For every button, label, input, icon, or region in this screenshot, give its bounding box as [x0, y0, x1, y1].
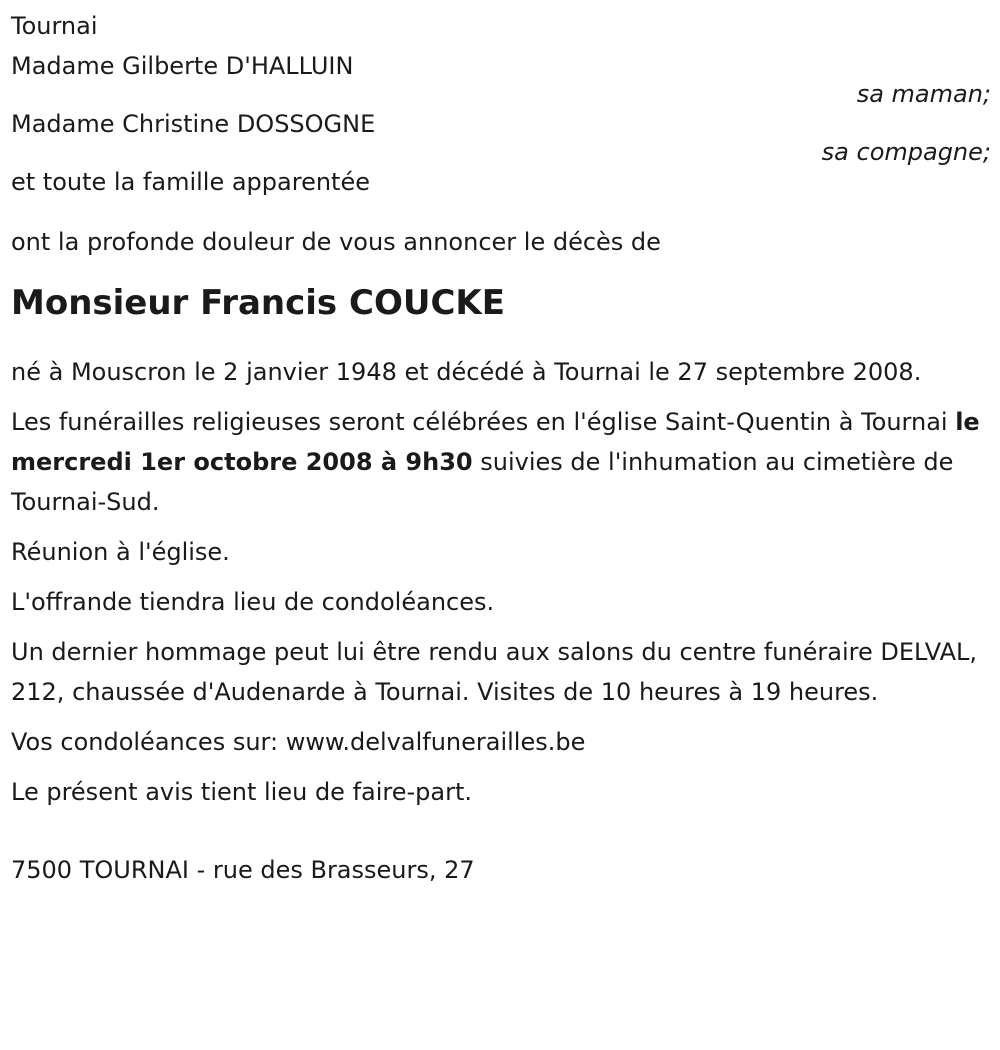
birth-death-text: né à Mouscron le 2 janvier 1948 et décédé à Tournai le 27 septembre 2008. [11, 358, 922, 386]
funeral-text-post: suivies de l'inhumation au cimetière de Tournai-Sud. [11, 448, 954, 516]
reunion-text: Réunion à l'église. [11, 538, 230, 566]
funeral-text [11, 402, 991, 522]
obituary-notice [11, 6, 991, 890]
family-member-name: Madame Christine DOSSOGNE [11, 110, 376, 138]
family-member-name: Madame Gilberte D'HALLUIN [11, 52, 354, 80]
tribute-text: Un dernier hommage peut lui être rendu aux salons du centre funéraire DELVAL, 212, chaussée d'Audenarde à Tournai. Visites de 10 heures à 19 heures. [11, 638, 978, 706]
family-member-role: sa compagne; [821, 138, 991, 166]
notice-text: Le présent avis tient lieu de faire-part. [11, 778, 473, 806]
deceased-name: Monsieur Francis COUCKE [11, 283, 505, 323]
address: 7500 TOURNAI - rue des Brasseurs, 27 [11, 856, 475, 884]
family-line: et toute la famille apparentée [11, 168, 370, 196]
funeral-text-pre: Les funérailles religieuses seront célébrées en l'église Saint-Quentin à Tournai [11, 408, 956, 436]
offering-text: L'offrande tiendra lieu de condoléances. [11, 588, 495, 616]
city-header: Tournai [11, 12, 98, 40]
announcement-text: ont la profonde douleur de vous annoncer le décès de [11, 228, 661, 256]
condolences-text: Vos condoléances sur: www.delvalfunerailles.be [11, 728, 586, 756]
family-member-role: sa maman; [856, 80, 991, 108]
funeral-date: le mercredi 1er octobre 2008 à 9h30 [11, 408, 980, 476]
